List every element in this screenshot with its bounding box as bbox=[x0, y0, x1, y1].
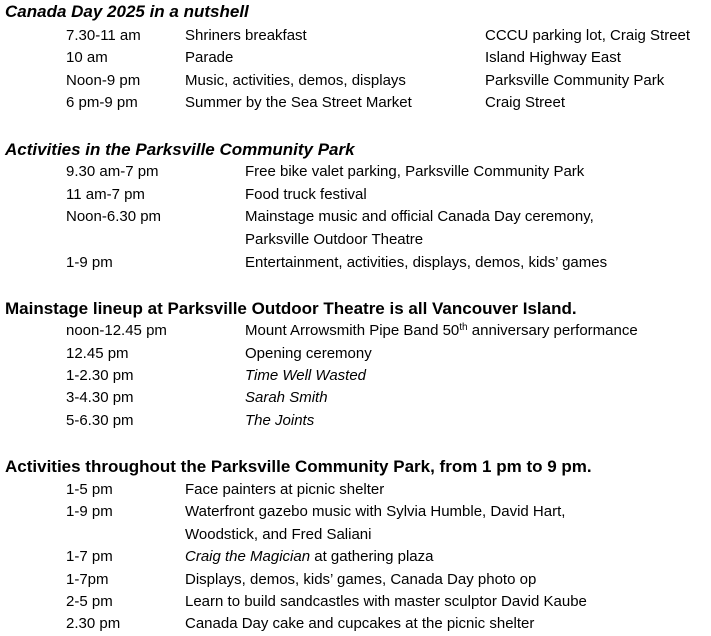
row-time: Noon-9 pm bbox=[66, 72, 141, 89]
row-location: Craig Street bbox=[485, 94, 566, 111]
row-event: Entertainment, activities, displays, demos, kids’ games bbox=[245, 254, 608, 271]
row-event: Face painters at picnic shelter bbox=[185, 481, 385, 498]
row-event-performer: Time Well Wasted bbox=[245, 367, 367, 384]
row-time: 3-4.30 pm bbox=[66, 389, 134, 406]
schedule-row bbox=[0, 569, 711, 591]
schedule-row bbox=[0, 25, 711, 47]
row-event-continued: Woodstick, and Fred Saliani bbox=[185, 526, 372, 543]
row-event: Waterfront gazebo music with Sylvia Humble, David Hart, bbox=[185, 503, 566, 520]
row-location: Island Highway East bbox=[485, 49, 621, 66]
row-time: Noon-6.30 pm bbox=[66, 208, 162, 225]
row-time: 1-5 pm bbox=[66, 481, 113, 498]
row-event-performer: The Joints bbox=[245, 412, 315, 429]
schedule-row bbox=[0, 546, 711, 568]
row-time: 1-9 pm bbox=[66, 254, 113, 271]
row-event: Shriners breakfast bbox=[185, 27, 307, 44]
row-time: 2-5 pm bbox=[66, 593, 113, 610]
row-event: Displays, demos, kids’ games, Canada Day photo op bbox=[185, 571, 537, 588]
schedule-row bbox=[0, 479, 711, 501]
schedule-row bbox=[0, 252, 711, 274]
row-time: 1-7pm bbox=[66, 571, 109, 588]
ordinal-suffix: th bbox=[459, 322, 468, 333]
row-time: 9.30 am-7 pm bbox=[66, 163, 159, 180]
row-time: noon-12.45 pm bbox=[66, 322, 167, 339]
row-location: Parksville Community Park bbox=[485, 72, 665, 89]
row-event-text-end: anniversary performance bbox=[467, 322, 638, 339]
row-time: 5-6.30 pm bbox=[66, 412, 134, 429]
row-event-text: Mount Arrowsmith Pipe Band 50 bbox=[245, 322, 460, 339]
row-time: 1-7 pm bbox=[66, 548, 113, 565]
section-title-park-activities: Activities in the Parksville Community Park bbox=[5, 140, 355, 159]
row-event: Opening ceremony bbox=[245, 345, 372, 362]
row-event: Food truck festival bbox=[245, 186, 367, 203]
section-title-nutshell: Canada Day 2025 in a nutshell bbox=[5, 2, 249, 21]
row-event: Mainstage music and official Canada Day ceremony, bbox=[245, 208, 594, 225]
row-event-performer: Craig the Magician bbox=[185, 548, 311, 565]
row-event: Canada Day cake and cupcakes at the picnic shelter bbox=[185, 615, 535, 632]
row-time: 10 am bbox=[66, 49, 108, 66]
row-time: 11 am-7 pm bbox=[66, 186, 145, 203]
schedule-row bbox=[0, 343, 711, 365]
row-event: Free bike valet parking, Parksville Community Park bbox=[245, 163, 585, 180]
schedule-row bbox=[0, 92, 711, 114]
schedule-row bbox=[0, 70, 711, 92]
schedule-row bbox=[0, 365, 711, 387]
row-event-continued: Parksville Outdoor Theatre bbox=[245, 231, 424, 248]
row-event bbox=[245, 320, 638, 342]
schedule-row bbox=[0, 613, 711, 635]
row-event: Music, activities, demos, displays bbox=[185, 72, 406, 89]
row-event bbox=[185, 546, 433, 568]
schedule-row-continuation bbox=[0, 229, 711, 251]
row-time: 12.45 pm bbox=[66, 345, 129, 362]
row-event: Learn to build sandcastles with master sculptor David Kaube bbox=[185, 593, 587, 610]
section-title-park-activities-afternoon: Activities throughout the Parksville Community Park, from 1 pm to 9 pm. bbox=[5, 457, 592, 476]
row-event-text: at gathering plaza bbox=[310, 548, 434, 565]
schedule-row bbox=[0, 47, 711, 69]
row-time: 1-2.30 pm bbox=[66, 367, 134, 384]
schedule-row bbox=[0, 184, 711, 206]
schedule-row bbox=[0, 161, 711, 183]
schedule-row bbox=[0, 591, 711, 613]
row-time: 2.30 pm bbox=[66, 615, 121, 632]
schedule-row bbox=[0, 387, 711, 409]
schedule-row bbox=[0, 206, 711, 228]
schedule-row bbox=[0, 501, 711, 523]
row-time: 1-9 pm bbox=[66, 503, 113, 520]
row-event: Summer by the Sea Street Market bbox=[185, 94, 412, 111]
row-time: 7.30-11 am bbox=[66, 27, 141, 44]
row-time: 6 pm-9 pm bbox=[66, 94, 138, 111]
schedule-row bbox=[0, 410, 711, 432]
schedule-row bbox=[0, 320, 711, 342]
row-location: CCCU parking lot, Craig Street bbox=[485, 27, 691, 44]
section-title-mainstage-lineup: Mainstage lineup at Parksville Outdoor Theatre is all Vancouver Island. bbox=[5, 299, 577, 318]
schedule-row-continuation bbox=[0, 524, 711, 546]
row-event-performer: Sarah Smith bbox=[245, 389, 328, 406]
row-event: Parade bbox=[185, 49, 234, 66]
